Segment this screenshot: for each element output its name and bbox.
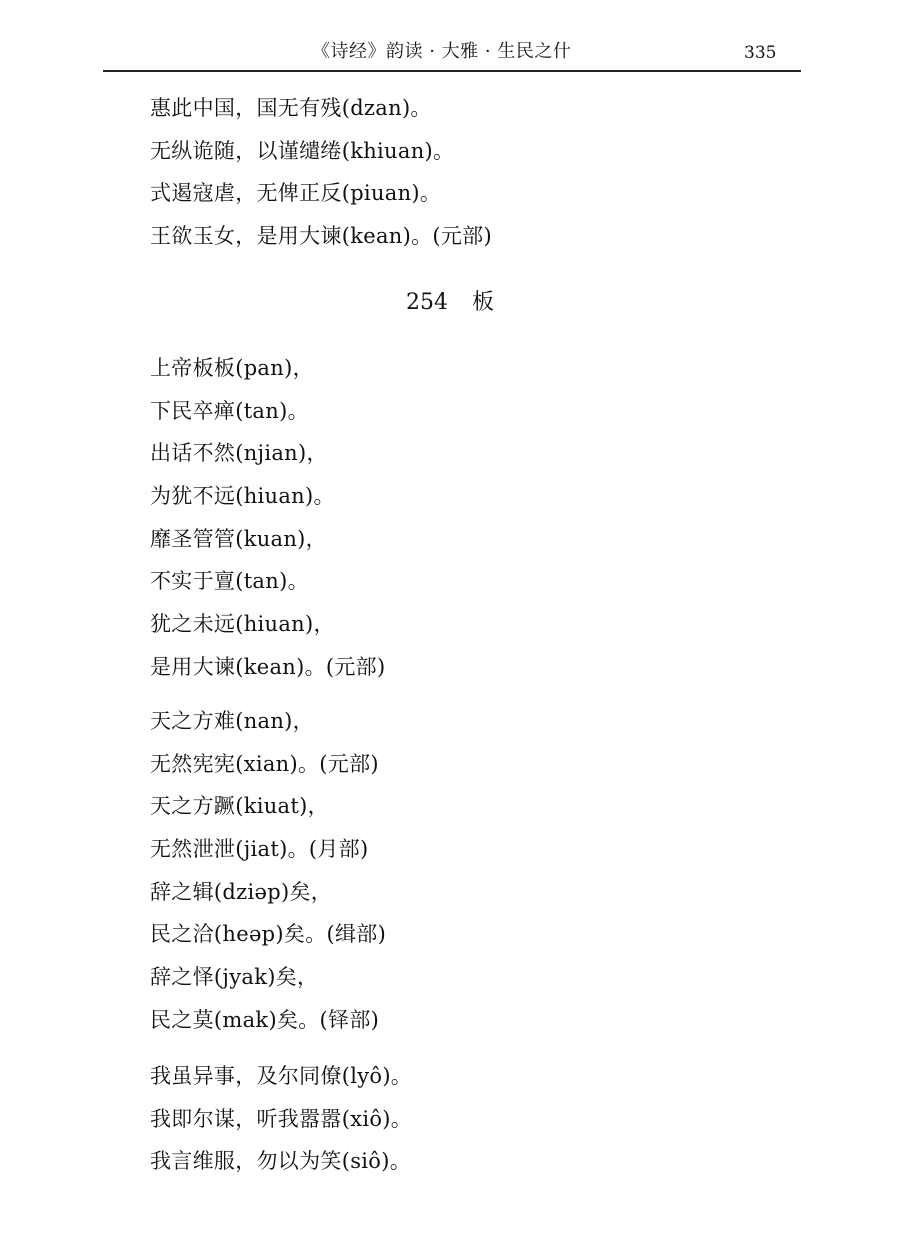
verse-line: 天之方难(nan)， <box>150 709 314 733</box>
top-verse-block <box>150 87 830 258</box>
verse-line: 我即尔谋，听我嚣嚣(xiô)。 <box>150 1106 413 1131</box>
verse-line: 下民卒瘅(tan)。 <box>150 398 309 423</box>
verse-line: 王欲玉女，是用大谏(kean)。(元部) <box>150 224 492 249</box>
verse-line: 我言维服，勿以为笑(siô)。 <box>150 1149 412 1174</box>
verse-line: 不实于亶(tan)。 <box>150 569 309 594</box>
verse-line: 惠此中国，国无有残(dzan)。 <box>150 96 432 120</box>
verse-line: 无纵诡随，以谨缱绻(khiuan)。 <box>150 138 455 163</box>
stanza-3 <box>150 1055 830 1183</box>
verse-line: 犹之未远(hiuan)， <box>150 612 335 637</box>
verse-line: 无然泄泄(jiat)。(月部) <box>150 837 369 862</box>
verse-line: 民之莫(mak)矣。(铎部) <box>150 1007 380 1032</box>
header-rule <box>103 70 801 72</box>
section-title: 板 <box>471 290 494 315</box>
verse-line: 上帝板板(pan)， <box>150 356 314 380</box>
page-number: 335 <box>744 43 777 63</box>
verse-line: 靡圣管管(kuan)， <box>150 526 327 551</box>
verse-line: 无然宪宪(xian)。(元部) <box>150 751 379 776</box>
running-title: 《诗经》韵读 · 大雅 · 生民之什 <box>312 41 572 62</box>
verse-line: 是用大谏(kean)。(元部) <box>150 654 386 679</box>
verse-line: 辞之怿(jyak)矣， <box>150 965 319 990</box>
stanza-1 <box>150 347 830 689</box>
verse-line: 出话不然(njian)， <box>150 441 328 466</box>
section-number: 254 <box>405 290 448 315</box>
verse-line: 为犹不远(hiuan)。 <box>150 484 335 509</box>
verse-line: 民之洽(heəp)矣。(缉部) <box>150 922 387 947</box>
verse-line: 我虽异事，及尔同僚(lyô)。 <box>150 1064 413 1088</box>
running-header <box>0 40 900 66</box>
verse-line: 辞之辑(dziəp)矣， <box>150 879 333 904</box>
verse-line: 式遏寇虐，无俾正反(piuan)。 <box>150 181 442 206</box>
section-heading <box>0 283 900 323</box>
verse-line: 天之方蹶(kiuat)， <box>150 794 329 819</box>
stanza-2 <box>150 700 830 1042</box>
